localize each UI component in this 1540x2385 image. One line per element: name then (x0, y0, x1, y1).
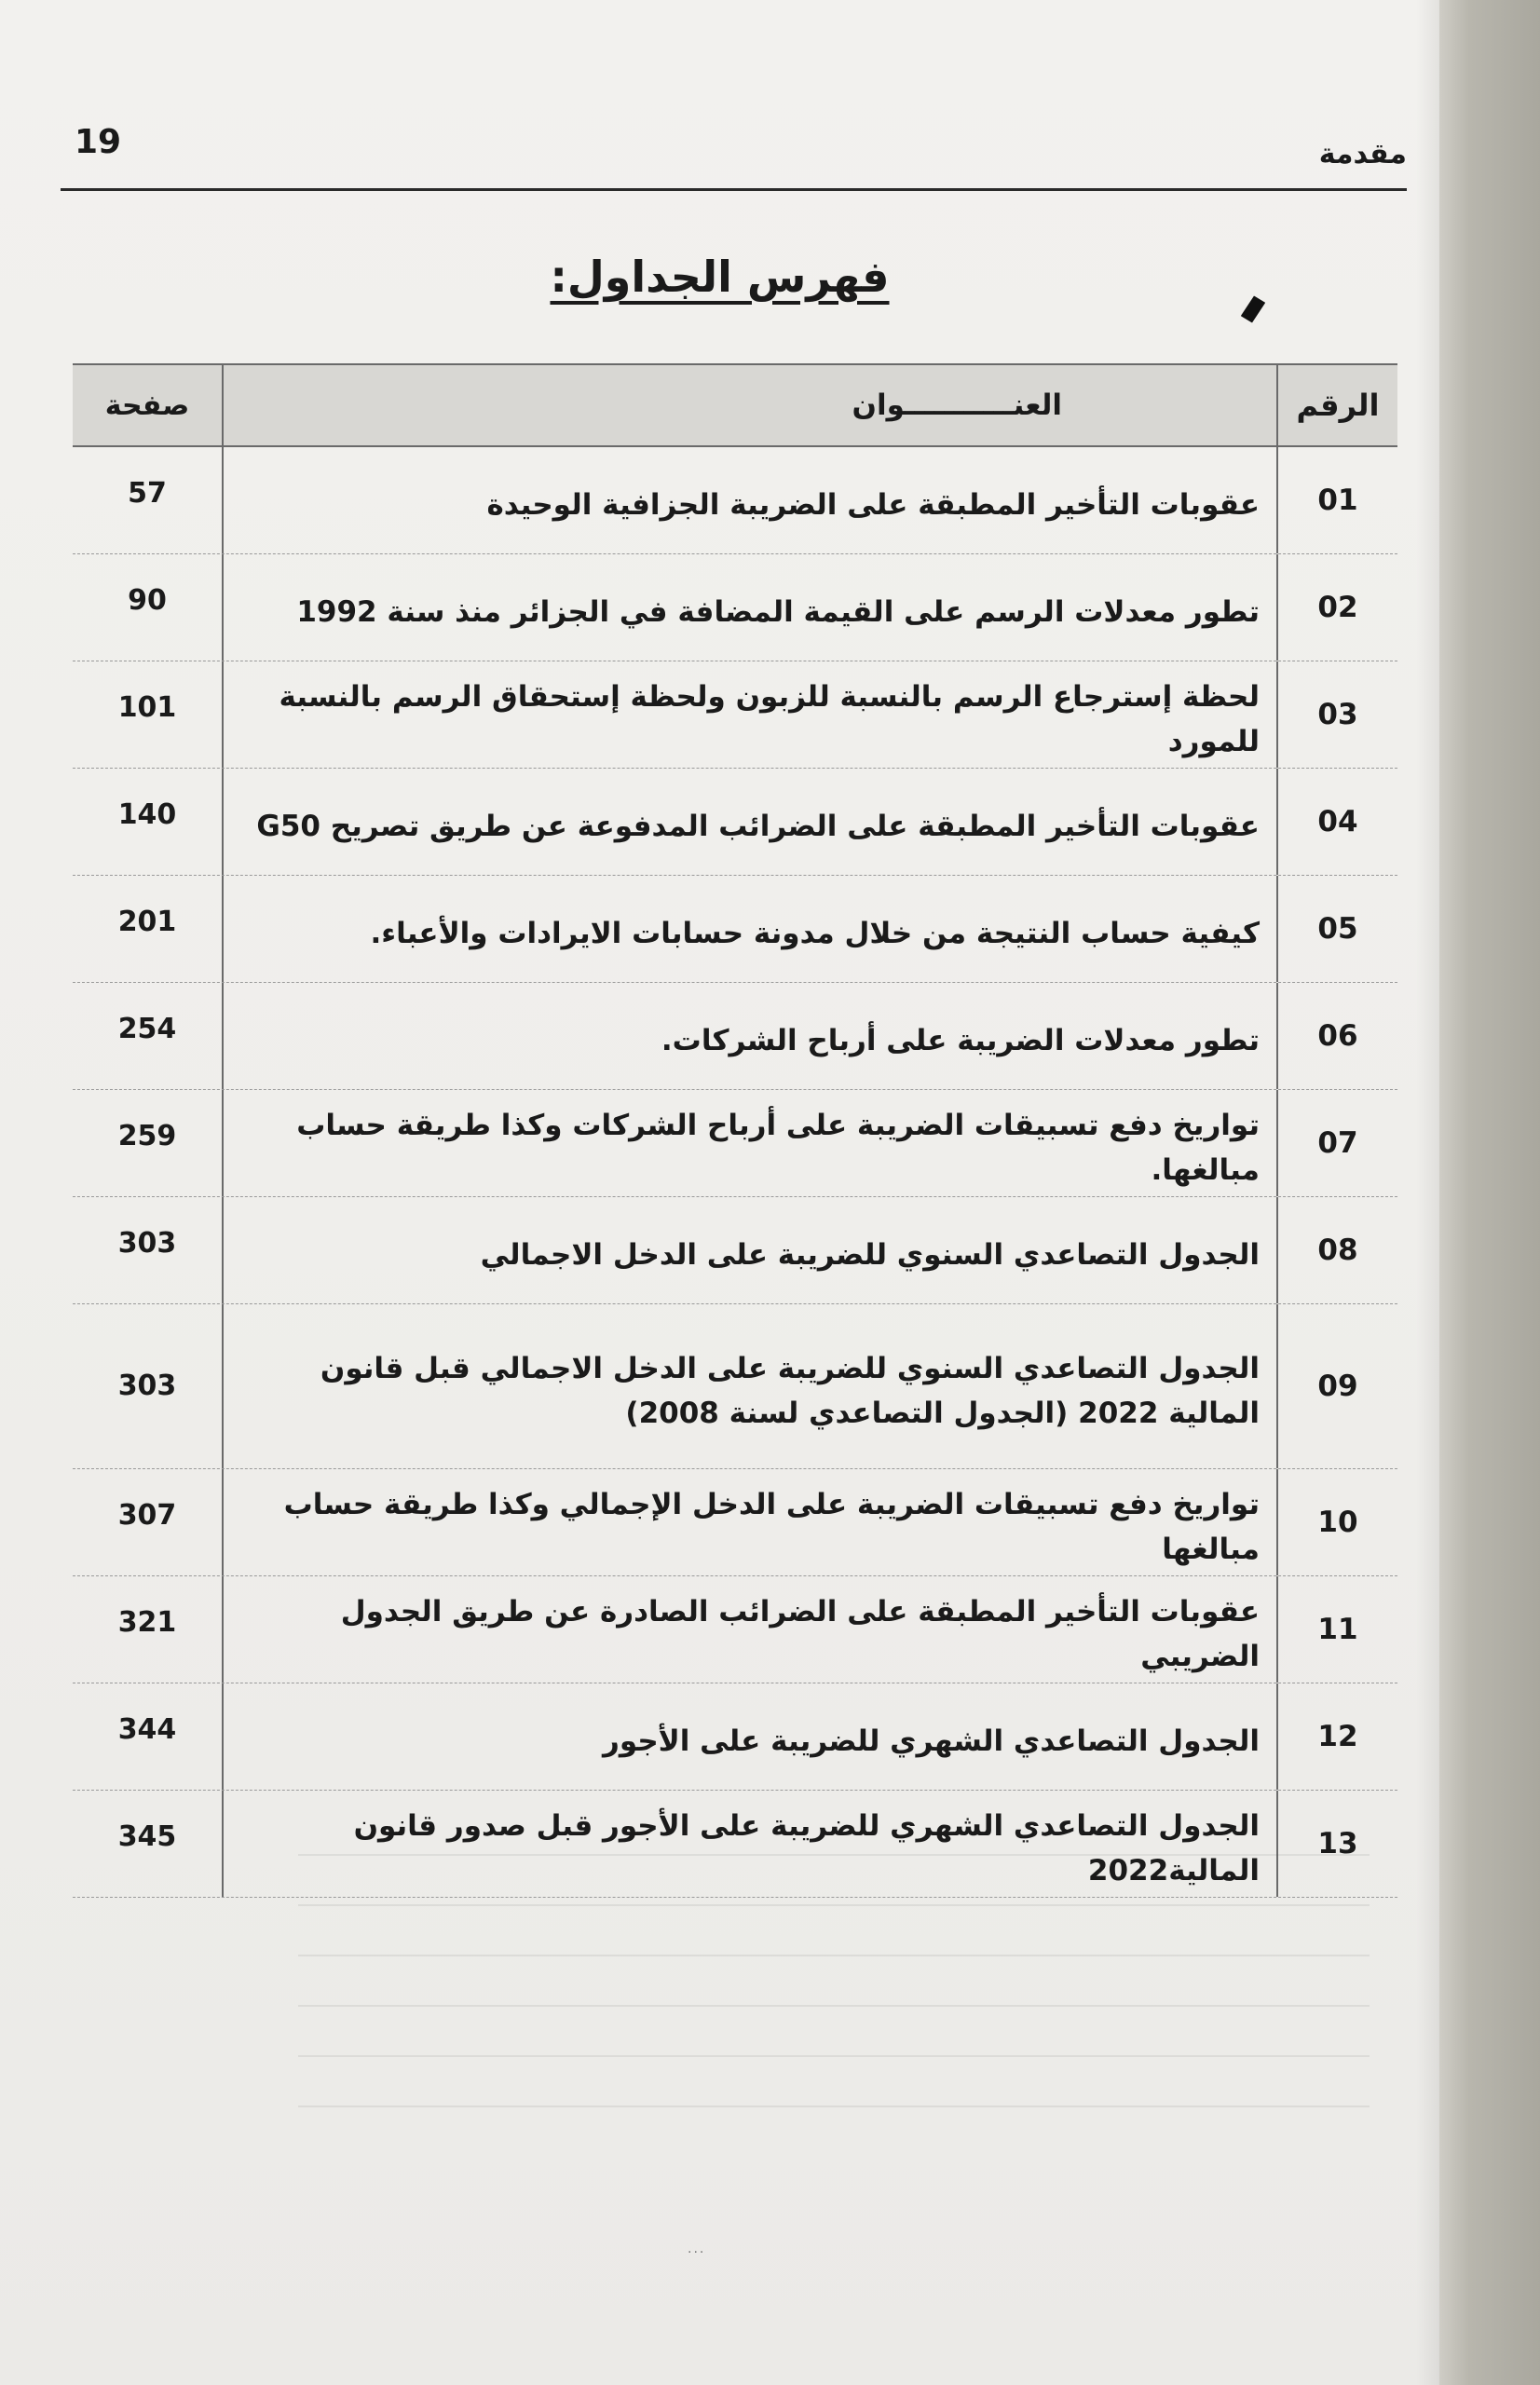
row-number: 01 (1276, 447, 1397, 553)
table-row (73, 1469, 1397, 1576)
row-title: لحظة إسترجاع الرسم بالنسبة للزبون ولحظة إستحقاق الرسم بالنسبة للمورد (222, 661, 1276, 768)
row-title: الجدول التصاعدي السنوي للضريبة على الدخل الاجمالي (222, 1197, 1276, 1303)
row-number: 02 (1276, 554, 1397, 661)
row-title: تطور معدلات الضريبة على أرباح الشركات. (222, 983, 1276, 1089)
row-page: 303 (117, 1370, 177, 1402)
row-page: 344 (117, 1713, 177, 1746)
row-page: 201 (117, 906, 177, 938)
header-page: صفحة (104, 388, 190, 422)
row-title: كيفية حساب النتيجة من خلال مدونة حسابات الايرادات والأعباء. (222, 876, 1276, 982)
chapter-title: مقدمة (1318, 138, 1407, 170)
row-page: 303 (117, 1227, 177, 1260)
page-number: 19 (75, 123, 122, 161)
row-number: 08 (1276, 1197, 1397, 1303)
row-page: 321 (117, 1606, 177, 1639)
table-row (73, 769, 1397, 876)
row-title: تطور معدلات الرسم على القيمة المضافة في الجزائر منذ سنة 1992 (222, 554, 1276, 661)
row-title: عقوبات التأخير المطبقة على الضرائب المدفوعة عن طريق تصريح G50 (222, 769, 1276, 875)
row-page: 345 (117, 1820, 177, 1853)
book-edge (1439, 0, 1540, 2385)
row-page: 140 (117, 798, 177, 831)
section-title: فهرس الجداول: (550, 252, 890, 302)
row-title: الجدول التصاعدي الشهري للضريبة على الأجور (222, 1683, 1276, 1790)
bleed-through-lines (298, 1854, 1370, 2189)
row-number: 05 (1276, 876, 1397, 982)
row-number: 03 (1276, 661, 1397, 768)
table-row (73, 1683, 1397, 1791)
table-row (73, 1090, 1397, 1197)
row-number: 10 (1276, 1469, 1397, 1575)
page-header (61, 112, 1407, 191)
table-row (73, 983, 1397, 1090)
row-number: 07 (1276, 1090, 1397, 1196)
row-page: 307 (117, 1499, 177, 1532)
row-page: 254 (117, 1013, 177, 1045)
faint-dots: ··· (688, 2245, 706, 2260)
row-page: 101 (117, 691, 177, 724)
table-row (73, 554, 1397, 661)
table-row (73, 1197, 1397, 1304)
row-page: 57 (128, 477, 167, 510)
row-number: 04 (1276, 769, 1397, 875)
row-number: 13 (1276, 1791, 1397, 1897)
row-title: عقوبات التأخير المطبقة على الضرائب الصادرة عن طريق الجدول الضريبي (222, 1576, 1276, 1683)
row-title: عقوبات التأخير المطبقة على الضريبة الجزافية الوحيدة (222, 447, 1276, 553)
row-number: 12 (1276, 1683, 1397, 1790)
table-header-row (73, 363, 1397, 447)
table-row (73, 661, 1397, 769)
table-row (73, 447, 1397, 554)
row-number: 11 (1276, 1576, 1397, 1683)
row-number: 06 (1276, 983, 1397, 1089)
table-row (73, 1304, 1397, 1469)
tables-index (73, 363, 1397, 1898)
table-row (73, 876, 1397, 983)
row-number: 09 (1276, 1304, 1397, 1468)
section-title-wrapper (0, 252, 1439, 302)
row-title: تواريخ دفع تسبيقات الضريبة على الدخل الإجمالي وكذا طريقة حساب مبالغها (222, 1469, 1276, 1575)
row-page: 259 (117, 1120, 177, 1152)
row-title: الجدول التصاعدي السنوي للضريبة على الدخل الاجمالي قبل قانون المالية 2022 (الجدول التصاعدي لسنة 2008) (222, 1304, 1276, 1468)
header-number: الرقم (1276, 365, 1397, 445)
table-row (73, 1576, 1397, 1683)
row-page: 90 (128, 584, 167, 617)
row-title: الجدول التصاعدي الشهري للضريبة على الأجور قبل صدور قانون المالية2022 (222, 1791, 1276, 1897)
row-title: تواريخ دفع تسبيقات الضريبة على أرباح الشركات وكذا طريقة حساب مبالغها. (222, 1090, 1276, 1196)
header-title: العنـــــــــــوان (222, 365, 1276, 445)
